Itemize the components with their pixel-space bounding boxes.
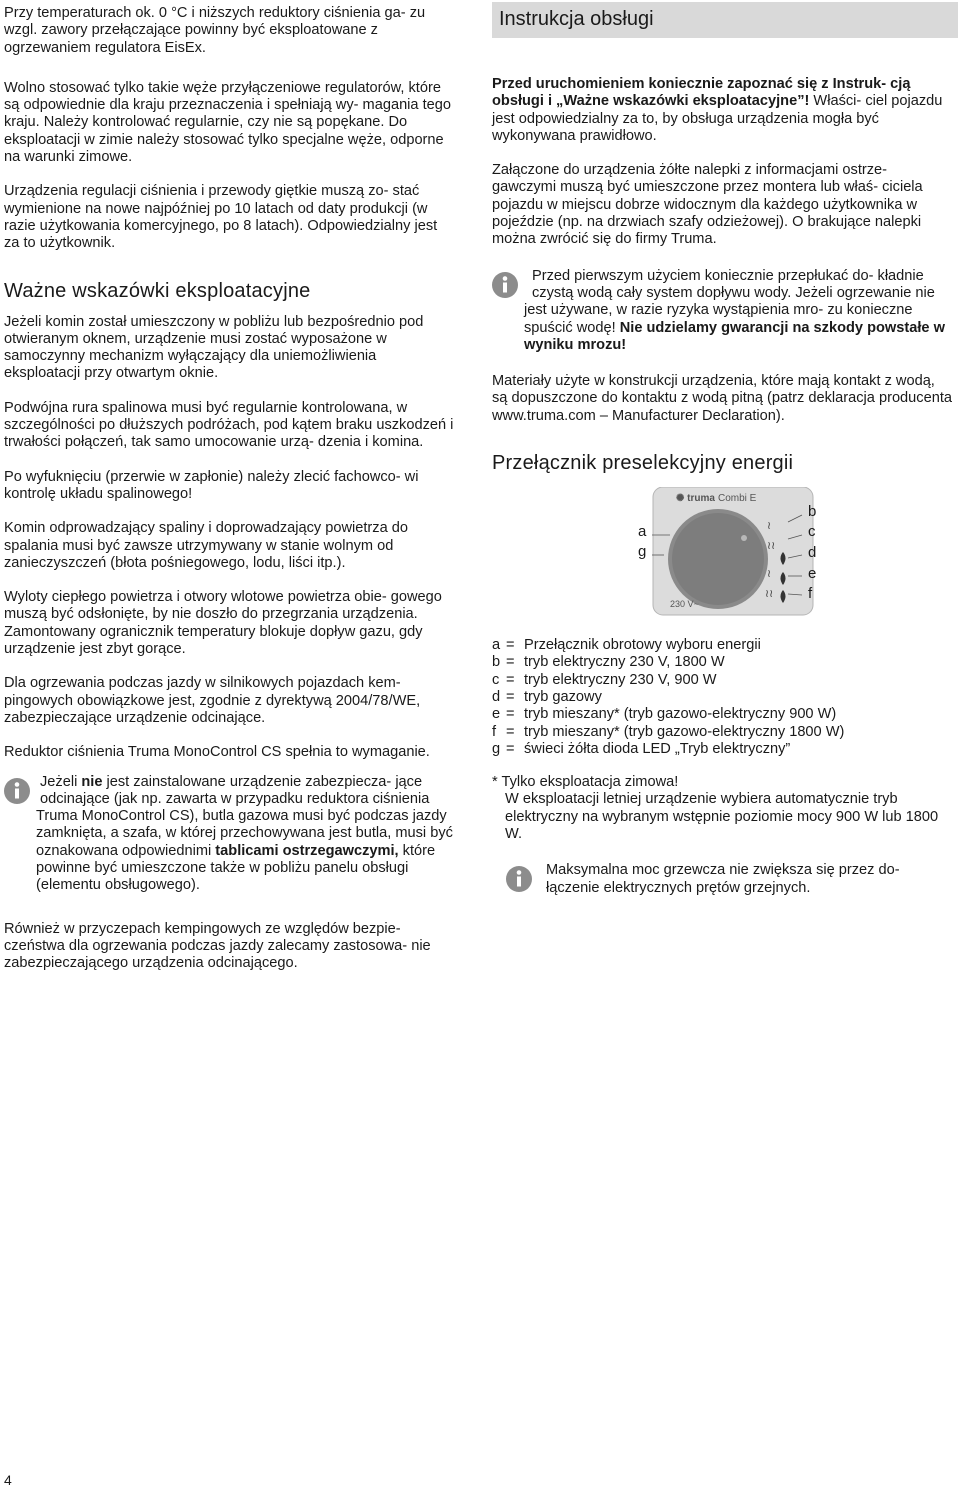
paragraph-chimney-window: Jeżeli komin został umieszczony w pobliżu lub bezpośrednio pod otwieranym oknem, urządzenie musi zostać wyposażone w samoczynny mechanizm wyłączający dla uniemożliwienia eksploatacji przy otwartym oknie. [4, 313, 424, 382]
paragraph-eisex: Przy temperaturach ok. 0 °C i niższych reduktory ciśnienia ga- zu wzgl. zawory przełączające powinny być eksploatowane z ogrzewaniem regulatora EisEx. [4, 5, 426, 56]
page-header-title: Instrukcja obsługi [499, 8, 654, 30]
paragraph-misfire: Po wyfuknięciu (przerwie w zapłonie) należy zlecić fachowco- wi kontrolę układu spalinowego! [4, 468, 419, 502]
dial-label-e: e [808, 565, 817, 583]
legend-item-a: a = Przełącznik obrotowy wyboru energii [492, 637, 761, 654]
svg-text:≀≀: ≀≀ [765, 587, 774, 601]
paragraph-directive: Dla ogrzewania podczas jazdy w silnikowych pojazdach kem- pingowych obowiązkowe jest, zgodnie z dyrektywą 2004/78/WE, zabezpieczające urządzenie odcinające. [4, 675, 421, 726]
paragraph-hoses: Wolno stosować tylko takie węże przyłączeniowe regulatorów, które są odpowiednie dla kraju przeznaczenia i spełniają wy- magania tego kraju. Należy kontrolować regularnie, czy nie są popękane. Do eksploatacji w zimie należy stosować tylko specjalne węże, odporne na warunki zimowe. [4, 79, 451, 166]
svg-text:≀≀: ≀≀ [767, 539, 776, 553]
info1-text-e: które powinne być umieszczone także w pobliżu panelu obsługi (elementu obsługowego). [36, 842, 436, 894]
info-note-cutoff-text [4, 774, 456, 895]
paragraph-caravans: Również w przyczepach kempingowych ze względów bezpie- czeństwa dla ogrzewania podczas jazdy zalecamy zastosowa- nie zabezpieczającego urządzenia odcinającego. [4, 920, 431, 972]
dial-brand-text: ✺ truma [676, 493, 715, 505]
svg-text:≀: ≀ [767, 519, 772, 533]
right-column [492, 0, 954, 897]
info-note-heating-power-text: Maksymalna moc grzewcza nie zwiększa się przez do- łączenie elektrycznych prętów grzejnych. [546, 862, 900, 896]
info1-text-bold-warning: tablicami ostrzegawczymi, [215, 842, 399, 859]
footnote-winter: * Tylko eksploatacja zimowa! [492, 774, 679, 791]
dial-model-text: Combi E [718, 493, 757, 505]
info-note-cutoff [4, 774, 456, 895]
dial-voltage-text: 230 V~ [670, 599, 699, 610]
info-note-heating-power [492, 862, 954, 897]
left-column [4, 0, 456, 972]
svg-text:≀: ≀ [767, 567, 772, 581]
paragraph-chimney-clean: Komin odprowadzający spaliny i doprowadzający powietrza do spalania musi być zawsze utrzymywany w stanie wolnym od zanieczyszczeń (błota pośniegowego, lodu, liści itp.). [4, 520, 408, 571]
energy-selector-diagram [492, 487, 954, 617]
page-number: 4 [4, 1472, 12, 1488]
info2-text-a: Przed pierwszym użyciem koniecznie przepłukać do- kładnie czystą wodą cały system dopływu wody. Jeżeli ogrzewanie nie jest używane, w razie ryzyka wystąpienia mro- zu konieczne spuścić wodę! [524, 267, 935, 336]
paragraph-monocontrol: Reduktor ciśnienia Truma MonoControl CS spełnia to wymaganie. [4, 744, 430, 761]
dial-label-g: g [638, 543, 647, 561]
info-icon [506, 866, 532, 892]
paragraph-stickers: Załączone do urządzenia żółte nalepki z informacjami ostrze- gawczymi muszą być umieszczone przez montera lub właś- ciciela pojazdu w miejscu dobrze widocznym dla każdego użytkownika w pojeździe (np. na drzwiach szafy odzieżowej). O brakujące nalepki można zwrócić się do firmy Truma. [492, 162, 923, 248]
info1-text-c: jest zainstalowane urządzenie zabezpiecza- jące odcinające (jak np. zawarta w przypadku reduktora ciśnienia Truma MonoControl CS), butla gazowa musi być podczas jazdy zamknięta, a szafa, w której przechowywana jest butla, musi być oznakowana odpowiednimi [36, 773, 453, 859]
legend-item-g: g = świeci żółta dioda LED „Tryb elektryczny” [492, 740, 791, 757]
paragraph-materials: Materiały użyte w konstrukcji urządzenia, które mają kontakt z wodą, są dopuszczone do kontaktu z wodą pitną (patrz deklaracja producenta www.truma.com – Manufacturer Declaration). [492, 373, 952, 424]
info-icon [4, 778, 30, 804]
intro-bold-text: Przed uruchomieniem koniecznie zapoznać się z Instruk- cją obsługi i „Ważne wskazówki eksploatacyjne”! [492, 76, 911, 110]
paragraph-exhaust-pipe: Podwójna rura spalinowa musi być regularnie kontrolowana, w szczególności po dłuższych podróżach, pod kątem braku uszkodzeń i trwałości połączeń, tak samo umocowanie urzą- dzenia i komina. [4, 399, 454, 451]
info1-text-bold-nie: nie [81, 773, 103, 790]
dial-label-d: d [808, 544, 817, 562]
section-heading-important: Ważne wskazówki eksploatacyjne [4, 279, 311, 302]
paragraph-intro [492, 76, 954, 145]
footnote-summer: W eksploatacji letniej urządzenie wybiera automatycznie tryb elektryczny na wybranym wstępnie poziomie mocy 900 W lub 1800 W. [505, 791, 939, 843]
legend-list [492, 637, 954, 758]
paragraph-replacement: Urządzenia regulacji ciśnienia i przewody giętkie muszą zo- stać wymienione na nowe najpóźniej po 10 latach od daty produkcji (w razie użytkowania komercyjnego, po 8 latach). Odpowiedzialny jest za to użytkownik. [4, 183, 438, 252]
legend-item-b: b = tryb elektryczny 230 V, 1800 W [492, 654, 725, 671]
legend-item-c: c = tryb elektryczny 230 V, 900 W [492, 671, 717, 688]
info-icon [492, 272, 518, 298]
paragraph-air-outlets: Wyloty ciepłego powietrza i otwory wlotowe powietrza obie- gowego muszą być odsłonięte, by nie doszło do przegrzania urządzenia. Zamontowany ogranicznik temperatury blokuje dopływ gazu, gdy urządzenie jest zbyt gorące. [4, 589, 442, 658]
section-heading-selector: Przełącznik preselekcyjny energii [492, 452, 794, 475]
energy-selector-graphic [492, 487, 954, 617]
dial-label-f: f [808, 585, 813, 603]
dial-label-a: a [638, 523, 647, 541]
intro-rest-text: Właści- ciel pojazdu jest odpowiedzialny za to, by obsługa urządzenia mogła być wykonywana prawidłowo. [492, 93, 943, 144]
legend-item-d: d = tryb gazowy [492, 688, 602, 705]
dial-label-c: c [808, 523, 816, 541]
legend-item-f: f = tryb mieszany* (tryb gazowo-elektryczny 1800 W) [492, 723, 845, 740]
dial-label-b: b [808, 503, 817, 521]
legend-item-e: e = tryb mieszany* (tryb gazowo-elektryczny 900 W) [492, 706, 837, 723]
info2-text-bold: Nie udzielamy gwarancji na szkody powstałe w wyniku mrozu! [524, 319, 945, 353]
info1-text-a: Jeżeli [40, 773, 82, 790]
info-note-flush-text [492, 268, 954, 354]
info-note-flush [492, 268, 954, 354]
